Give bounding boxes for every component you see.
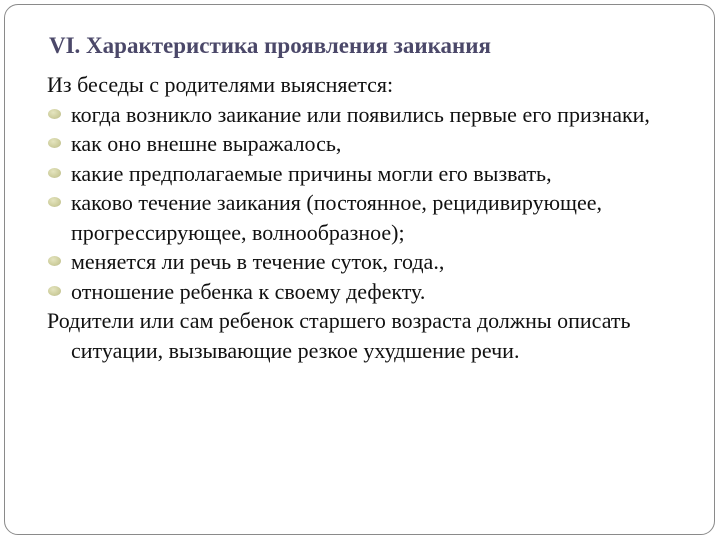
list-item: [47, 129, 697, 159]
list-item-text: меняется ли речь в течение суток, года.,: [71, 249, 445, 274]
bullet-icon: [48, 109, 61, 119]
list-item: [47, 188, 697, 247]
bullet-icon: [48, 168, 61, 178]
bullet-icon: [48, 286, 61, 296]
intro-text: Из беседы с родителями выясняется:: [47, 72, 394, 97]
slide-title: VI. Характеристика проявления заикания: [49, 33, 491, 58]
bullet-list: [47, 100, 697, 307]
list-item-text: отношение ребенка к своему дефекту.: [71, 278, 426, 304]
bullet-icon: [48, 138, 61, 148]
bullet-icon: [48, 197, 61, 207]
list-item: [47, 159, 697, 189]
bullet-icon: [48, 256, 61, 266]
list-item: [47, 100, 697, 130]
list-item-text: как оно внешне выражалось,: [71, 131, 342, 156]
list-item-text: когда возникло заикание или появились первые его признаки,: [71, 101, 650, 127]
list-item-text: какие предполагаемые причины могли его вызвать,: [71, 160, 552, 186]
list-item-text: каково течение заикания (постоянное, рецидивирующее, прогрессирующее, волнообразное);: [71, 190, 602, 245]
slide-body: [47, 70, 697, 365]
list-item: [47, 277, 697, 307]
conclusion-text: Родители или сам ребенок старшего возраста должны описать ситуации, вызывающие резкое ухудшение речи.: [47, 308, 631, 363]
slide-frame: [4, 4, 715, 535]
list-item: [47, 247, 697, 277]
